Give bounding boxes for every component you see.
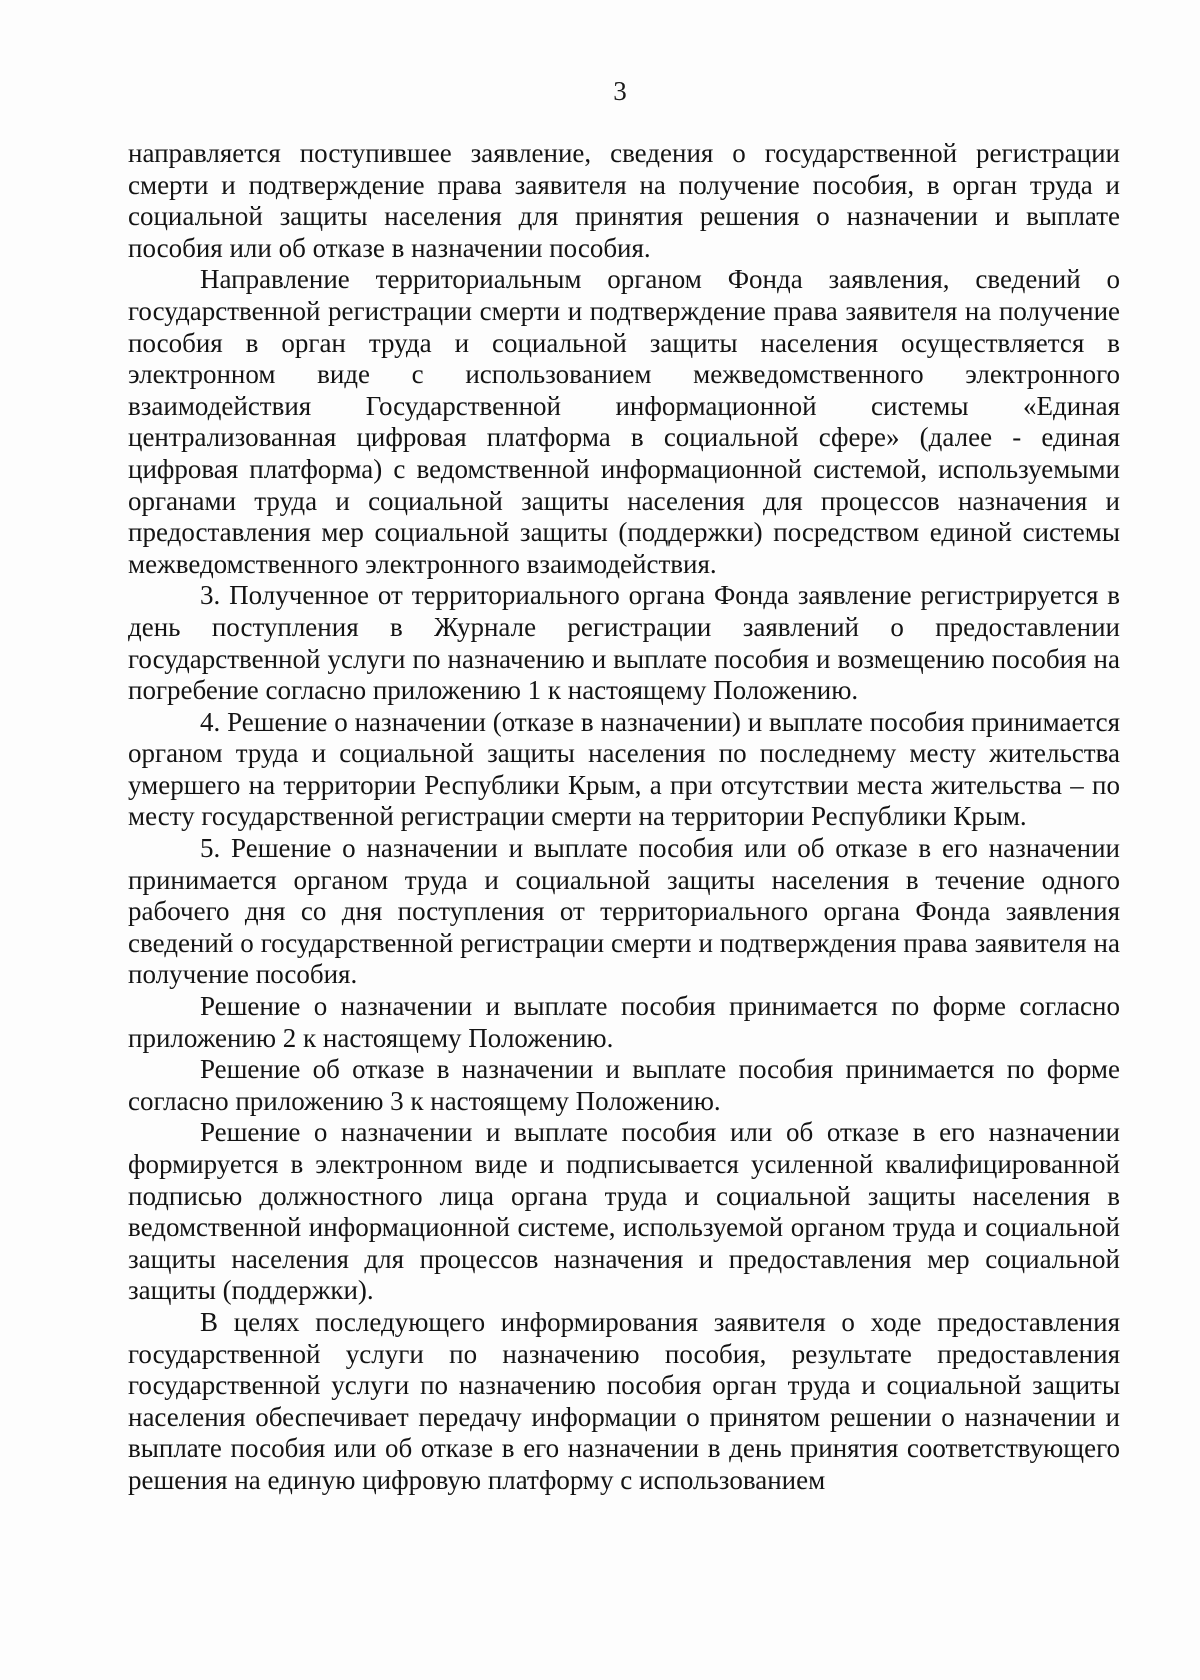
paragraph-electronic-signature: Решение о назначении и выплате пособия или об отказе в его назначении формируется в электронном виде и подписывается усиленной квалифицированной подписью должностного лица органа труда и социальной защиты населения в ведомственной информационной системе, используемой органом труда и социальной защиты населения для процессов назначения и предоставления мер социальной защиты (поддержки). — [128, 1117, 1120, 1306]
document-body — [128, 138, 1120, 1497]
paragraph-informing: В целях последующего информирования заявителя о ходе предоставления государственной услуги по назначению пособия, результате предоставления государственной услуги по назначению пособия орган труда и социальной защиты населения обеспечивает передачу информации о принятом решении о назначении и выплате пособия или об отказе в его назначении в день принятия соответствующего решения на единую цифровую платформу с использованием — [128, 1306, 1120, 1495]
paragraph-continuation: направляется поступившее заявление, сведения о государственной регистрации смерти и подтверждение права заявителя на получение пособия, в орган труда и социальной защиты населения для принятия решения о назначении и выплате пособия или об отказе в назначении пособия. — [128, 138, 1120, 263]
paragraph-item-4: 4. Решение о назначении (отказе в назначении) и выплате пособия принимается органом труда и социальной защиты населения по последнему месту жительства умершего на территории Республики Крым, а при отсутствии места жительства – по месту государственной регистрации смерти на территории Республики Крым. — [128, 706, 1120, 832]
paragraph-electronic-transfer: Направление территориальным органом Фонда заявления, сведений о государственной регистрации смерти и подтверждение права заявителя на получение пособия в орган труда и социальной защиты населения осуществляется в электронном виде с использованием межведомственного электронного взаимодействия Государственной информационной системы «Единая централизованная цифровая платформа в социальной сфере» (далее - единая цифровая платформа) с ведомственной информационной системой, используемыми органами труда и социальной защиты населения для процессов назначения и предоставления мер социальной защиты (поддержки) посредством единой системы межведомственного электронного взаимодействия. — [128, 264, 1120, 579]
paragraph-decision-form: Решение о назначении и выплате пособия принимается по форме согласно приложению 2 к настоящему Положению. — [128, 991, 1120, 1053]
page-number: 3 — [613, 76, 627, 106]
paragraph-refusal-form: Решение об отказе в назначении и выплате пособия принимается по форме согласно приложению 3 к настоящему Положению. — [128, 1054, 1120, 1116]
paragraph-item-5: 5. Решение о назначении и выплате пособия или об отказе в его назначении принимается органом труда и социальной защиты населения в течение одного рабочего дня со дня поступления от территориального органа Фонда заявления сведений о государственной регистрации смерти и подтверждения права заявителя на получение пособия. — [128, 833, 1120, 990]
paragraph-item-3: 3. Полученное от территориального органа Фонда заявление регистрируется в день поступления в Журнале регистрации заявлений о предоставлении государственной услуги по назначению и выплате пособия и возмещению пособия на погребение согласно приложению 1 к настоящему Положению. — [128, 580, 1120, 706]
